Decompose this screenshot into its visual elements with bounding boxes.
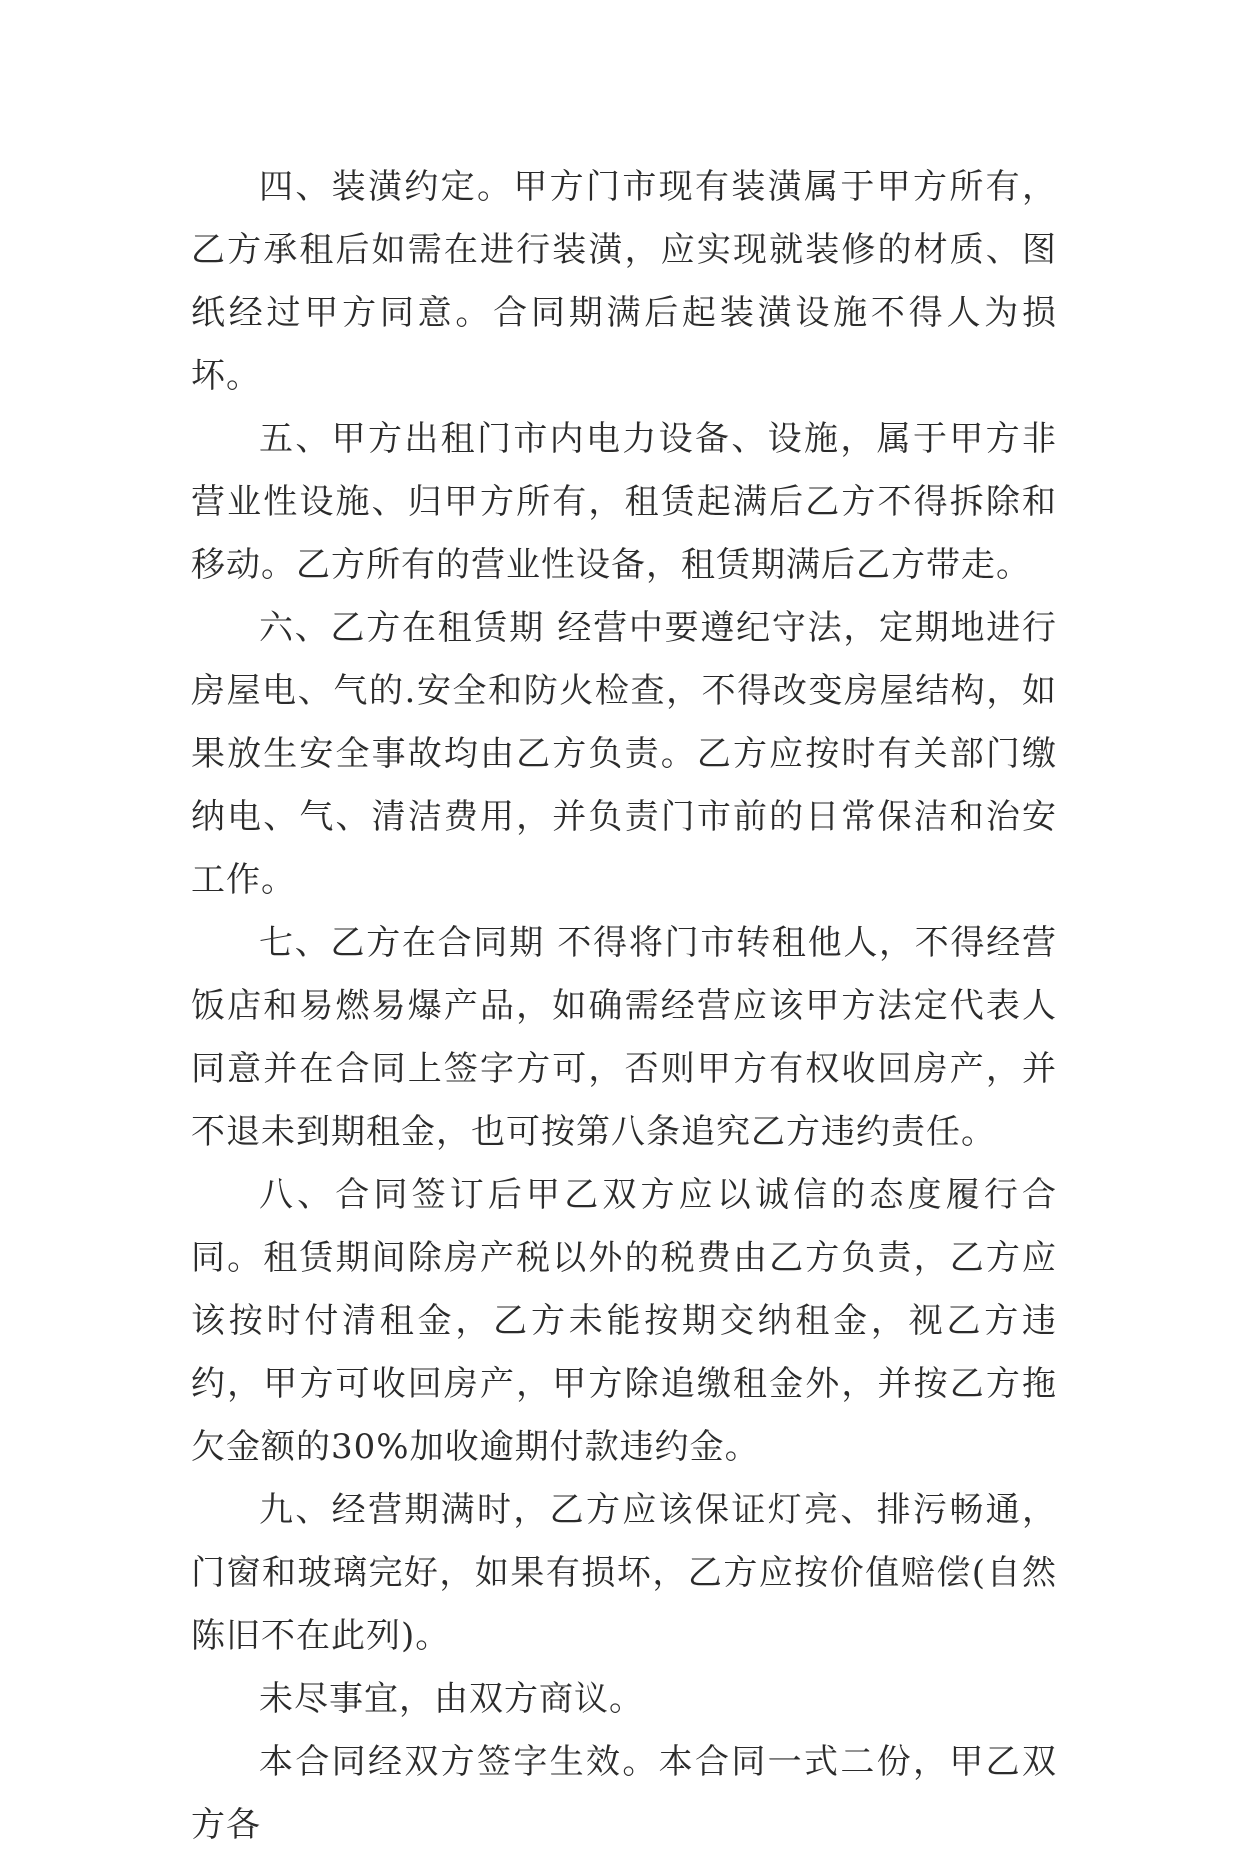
clause-nine-paragraph: 九、经营期满时，乙方应该保证灯亮、排污畅通，门窗和玻璃完好，如果有损坏，乙方应按价值赔偿(自然陈旧不在此列)。 bbox=[191, 1490, 1057, 1656]
clause-four-paragraph: 四、装潢约定。甲方门市现有装潢属于甲方所有，乙方承租后如需在进行装潢，应实现就装修的材质、图纸经过甲方同意。合同期满后起装潢设施不得人为损坏。 bbox=[191, 167, 1057, 396]
clause-six-paragraph: 六、乙方在租赁期 经营中要遵纪守法，定期地进行房屋电、气的.安全和防火检查，不得改变房屋结构，如果放生安全事故均由乙方负责。乙方应按时有关部门缴纳电、气、清洁费用，并负责门市前的日常保洁和治安工作。 bbox=[191, 608, 1057, 900]
clause-eight-paragraph: 八、合同签订后甲乙双方应以诚信的态度履行合同。租赁期间除房产税以外的税费由乙方负责，乙方应该按时付清租金，乙方未能按期交纳租金，视乙方违约，甲方可收回房产，甲方除追缴租金外，并按乙方拖欠金额的30%加收逾期付款违约金。 bbox=[191, 1175, 1057, 1467]
clause-five-paragraph: 五、甲方出租门市内电力设备、设施，属于甲方非营业性设施、归甲方所有，租赁起满后乙方不得拆除和移动。乙方所有的营业性设备，租赁期满后乙方带走。 bbox=[191, 419, 1057, 585]
clause-seven-paragraph: 七、乙方在合同期 不得将门市转租他人，不得经营饭店和易燃易爆产品，如确需经营应该甲方法定代表人同意并在合同上签字方可，否则甲方有权收回房产，并不退未到期租金，也可按第八条追究乙方违约责任。 bbox=[191, 923, 1057, 1152]
effectiveness-paragraph: 本合同经双方签字生效。本合同一式二份，甲乙双方各 bbox=[191, 1742, 1057, 1845]
contract-body bbox=[191, 156, 1057, 1857]
unresolved-matters-paragraph: 未尽事宜，由双方商议。 bbox=[259, 1679, 644, 1719]
